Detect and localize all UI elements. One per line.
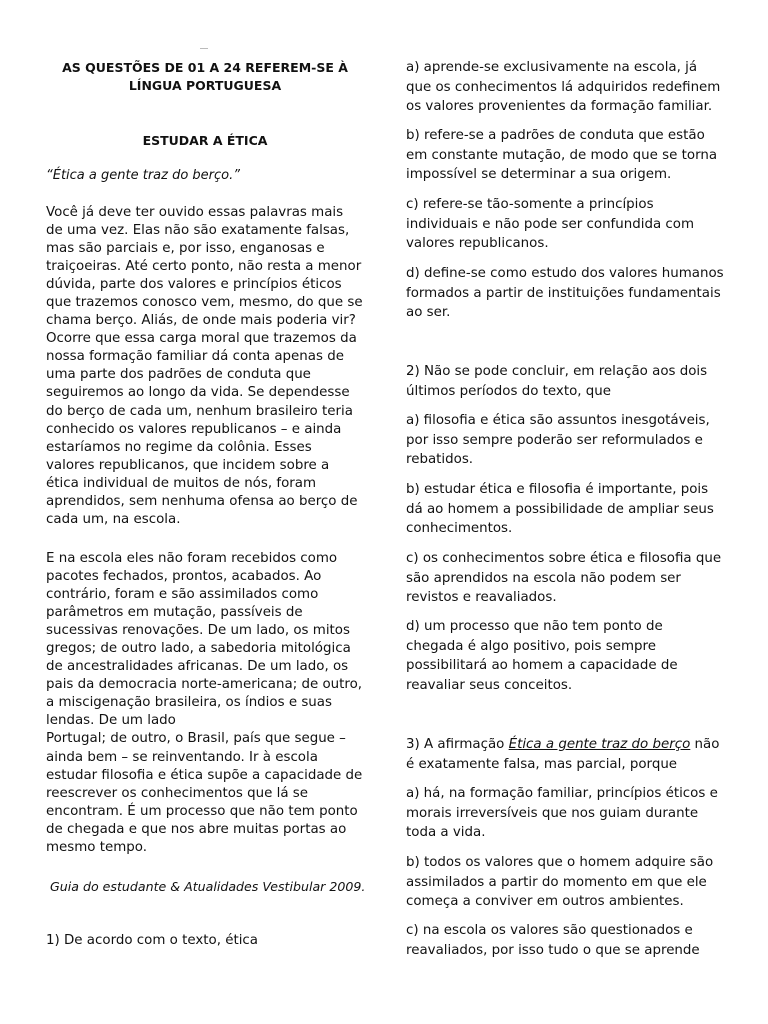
question-3-option-b: b) todos os valores que o homem adquire são assimilados a partir do momento em que ele começa a conviver em outros ambientes. [406,855,714,910]
section-heading [46,59,364,95]
source-citation: Guia do estudante & Atualidades Vestibular 2009. [50,879,366,894]
question-3-stem-prefix: 3) A afirmação [406,737,509,752]
question-2-option-c: c) os conhecimentos sobre ética e filosofia que são aprendidos na escola não podem ser revistos e reavaliados. [406,551,722,606]
section-heading-line-2: LÍNGUA PORTUGUESA [128,78,282,93]
question-2-stem: 2) Não se pode concluir, em relação aos dois últimos períodos do texto, que [406,364,708,399]
passage-paragraph-2: E na escola eles não foram recebidos como pacotes fechados, prontos, acabados. Ao contrário, foram e são assimilados como parâmetros em mutação, passíveis de sucessivas renovações. De um lado, os mitos gregos; de outro lado, a sabedoria mitológica de ancestralidades africanas. De um lado, os pais da democracia norte-americana; de outro, a miscigenação brasileira, os índios e suas lendas. De um lado Portugal; de outro, o Brasil, país que segue – ainda bem – se reinventando. Ir à escola estudar filosofia e ética supõe a capacidade de reescrever os conhecimentos que lá se encontram. É um processo que não tem ponto de chegada e que nos abre muitas portas ao mesmo tempo. [46,551,363,855]
question-1-option-b: b) refere-se a padrões de conduta que estão em constante mutação, de modo que se torna impossível se determinar a sua origem. [406,128,718,183]
header-mark [200,48,208,49]
question-3-stem-suffix: não é exatamente falsa, mas parcial, porque [406,737,720,772]
question-3-option-a: a) há, na formação familiar, princípios éticos e morais irreversíveis que nos guiam durante toda a vida. [406,786,718,841]
question-1-option-d: d) define-se como estudo dos valores humanos formados a partir de instituições fundamentais ao ser. [406,266,724,321]
question-3-quoted-phrase: Ética a gente traz do berço [508,737,691,752]
question-1-option-a: a) aprende-se exclusivamente na escola, já que os conhecimentos lá adquiridos redefinem os valores provenientes da formação familiar. [406,60,721,115]
question-2-option-b: b) estudar ética e filosofia é importante, pois dá ao homem a possibilidade de ampliar seus conhecimentos. [406,482,714,537]
text-title: ESTUDAR A ÉTICA [142,133,268,148]
question-3-stem [406,735,724,774]
passage-paragraph-1: Você já deve ter ouvido essas palavras mais de uma vez. Elas não são exatamente falsas, mas são parciais e, por isso, enganosas e traiçoeiras. Até certo ponto, não resta a menor dúvida, parte dos valores e princípios éticos que trazemos conosco vem, mesmo, do que se chama berço. Aliás, de onde mais poderia vir? Ocorre que essa carga moral que trazemos da nossa formação familiar dá conta apenas de uma parte dos padrões de conduta que seguiremos ao longo da vida. Se dependesse do berço de cada um, nenhum brasileiro teria conhecido os valores republicanos – e ainda estaríamos no regime da colônia. Esses valores republicanos, que incidem sobre a ética individual de muitos de nós, foram aprendidos, sem nenhuma ofensa ao berço de cada um, na escola. [46,205,363,527]
question-1-option-c: c) refere-se tão-somente a princípios individuais e não pode ser confundida com valores republicanos. [406,197,695,252]
question-1-stem: 1) De acordo com o texto, ética [46,933,259,948]
question-3-option-c: c) na escola os valores são questionados e reavaliados, por isso tudo o que se aprende [406,923,700,958]
epigraph: “Ética a gente traz do berço.” [46,168,240,183]
section-heading-line-1: AS QUESTÕES DE 01 A 24 REFEREM-SE À [62,60,348,75]
question-2-option-a: a) filosofia e ética são assuntos inesgotáveis, por isso sempre poderão ser reformulados e rebatidos. [406,413,710,468]
question-2-option-d: d) um processo que não tem ponto de chegada é algo positivo, pois sempre possibilitará ao homem a capacidade de reavaliar seus conceitos. [406,619,678,693]
